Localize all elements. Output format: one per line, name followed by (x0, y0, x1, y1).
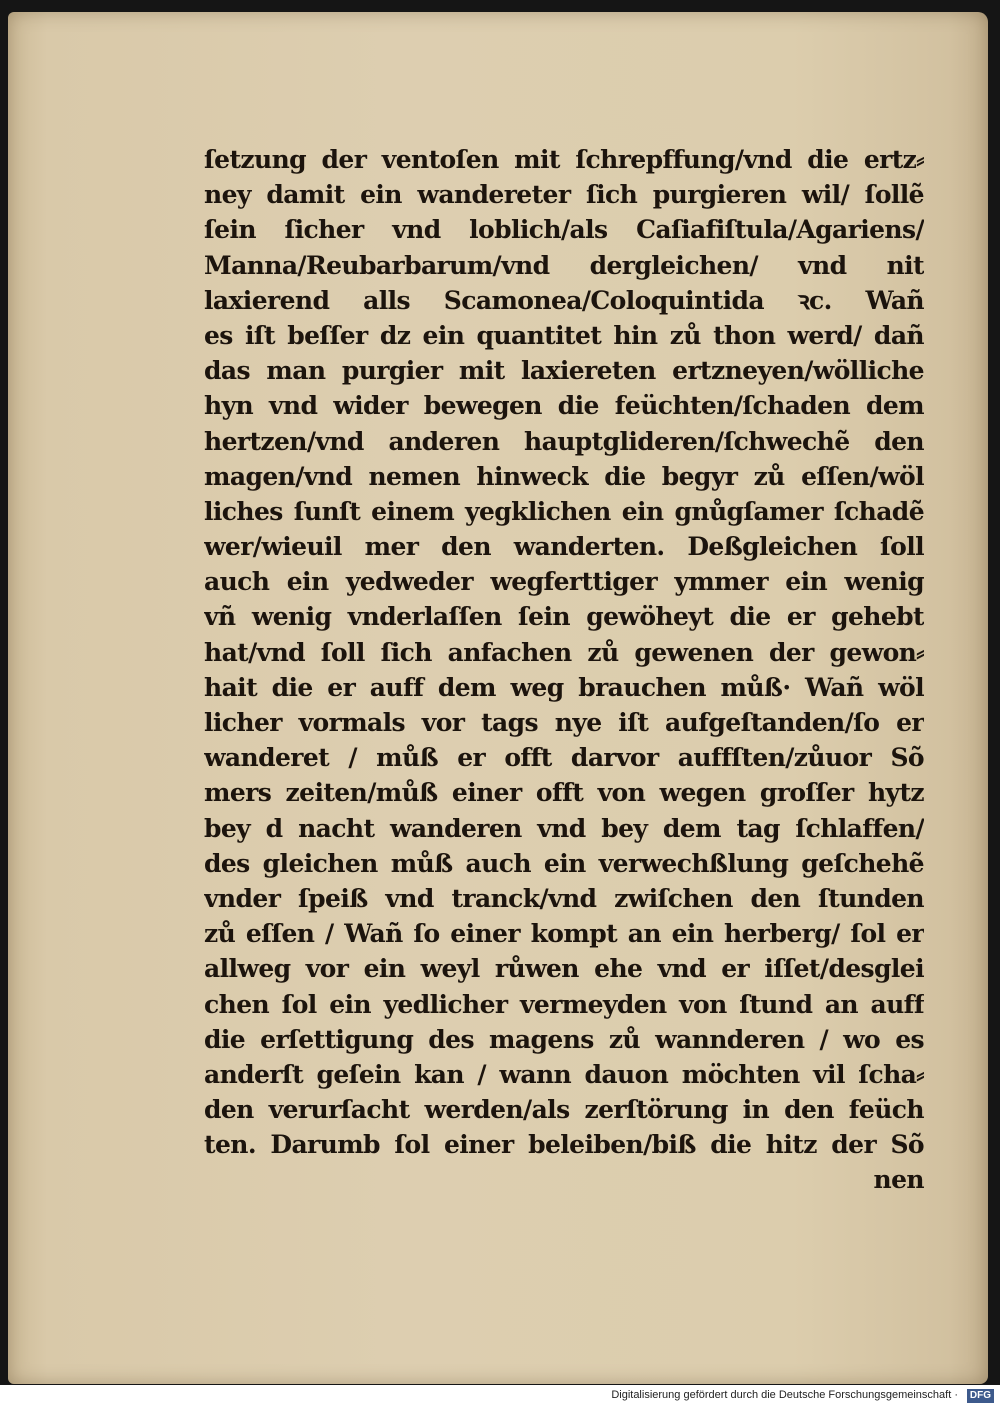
funding-note: Digitalisierung gefördert durch die Deutsche Forschungsgemeinschaft · (611, 1389, 958, 1401)
text-line: es iſt beſſer dz ein quantitet hin zů thon werd/ dañ (204, 320, 924, 350)
text-line: liches ſunſt einem yegklichen ein gnůgſamer ſchadẽ (204, 496, 924, 526)
text-line: laxierend alls Scamonea/Coloquintida ꝛc. Wañ (204, 285, 924, 315)
text-line: ney damit ein wandereter ſich purgieren wil/ ſollẽ (204, 180, 924, 210)
text-line: zů eſſen / Wañ ſo einer kompt an ein herberg/ ſol er (204, 919, 924, 949)
text-line: ſetzung der ventoſen mit ſchrepffung/vnd die ertz⸗ (204, 145, 924, 174)
text-line: vnder ſpeiß vnd tranck/vnd zwiſchen den ſtunden (204, 883, 924, 913)
text-line: die erſettigung des magens zů wannderen / wo es (204, 1024, 924, 1054)
text-line: den verurſacht werden/als zerſtörung in den feüch (204, 1095, 924, 1125)
text-line: des gleichen můß auch ein verwechßlung geſchehẽ (204, 848, 924, 878)
text-line: hat/vnd ſoll ſich anfachen zů gewenen der gewon⸗ (204, 637, 924, 667)
text-line: licher vormals vor tags nye iſt aufgeſtanden/ſo er (204, 708, 924, 737)
text-line: anderſt geſein kan / wann dauon möchten vil ſcha⸗ (204, 1059, 924, 1089)
text-line: allweg vor ein weyl růwen ehe vnd er iſſet/desglei (204, 954, 924, 984)
footer-bar (0, 1385, 1000, 1407)
text-line: das man purgier mit laxiereten ertzneyen/wölliche (204, 356, 924, 386)
text-line: Manna/Reubarbarum/vnd dergleichen/ vnd nit (204, 250, 924, 280)
text-line: hait die er auff dem weg brauchen můß· Wañ wöl (204, 672, 924, 702)
text-line: ten. Darumb ſol einer beleiben/biß die hitz der Sõ (204, 1130, 924, 1160)
text-line: magen/vnd nemen hinweck die begyr zů eſſen/wöl (204, 461, 924, 491)
text-line: hertzen/vnd anderen hauptglideren/ſchwechẽ den (204, 426, 924, 456)
book-page (8, 12, 988, 1384)
text-line: bey d nacht wanderen vnd bey dem tag ſchlaffen/ (204, 813, 924, 843)
text-line: wer/wieuil mer den wanderten. Deßgleichen ſoll (204, 532, 924, 562)
text-line: wanderet / můß er offt darvor auffſten/zůuor Sõ (204, 743, 924, 773)
dfg-logo: DFG (967, 1389, 994, 1403)
text-line: vñ wenig vnderlaſſen ſein gewöheyt die er gehebt (204, 602, 924, 632)
text-line: auch ein yedweder wegferttiger ymmer ein wenig (204, 567, 924, 597)
text-line: mers zeiten/můß einer offt von wegen groſſer hytz (204, 778, 924, 808)
text-line: hyn vnd wider bewegen die feüchten/ſchaden dem (204, 391, 924, 421)
catchword: nen (873, 1165, 924, 1195)
text-line: chen ſol ein yedlicher vermeyden von ſtund an auff (204, 989, 924, 1019)
text-block (204, 142, 924, 1198)
text-line: ſein ſicher vnd loblich/als Caſiafiſtula/Agariens/ (204, 215, 924, 245)
